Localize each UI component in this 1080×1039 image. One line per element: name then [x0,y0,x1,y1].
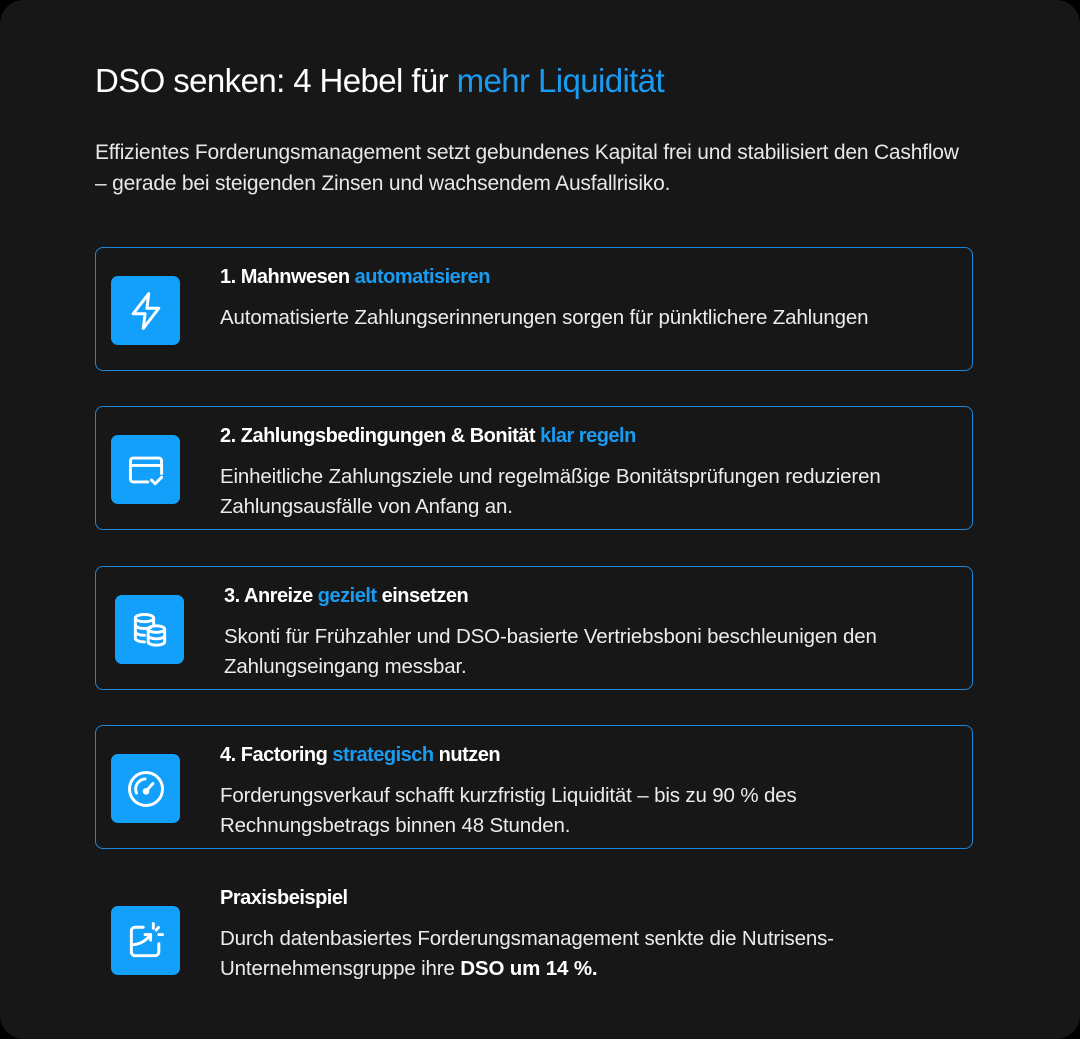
credit-card-check-icon [111,435,180,504]
lever-card-2-text [220,425,952,522]
lever-title [220,744,952,767]
lever-card-4-text [220,744,952,841]
example-text [220,887,952,984]
lever-title-accent: automatisieren [354,266,490,288]
page-title [95,62,664,100]
lever-description: Automatisierte Zahlungserinnerungen sorgen für pünktlichere Zahlungen [220,306,869,329]
lever-title-accent: gezielt [317,585,377,607]
lever-description: Forderungsverkauf schafft kurzfristig Liquidität – bis zu 90 % des Rechnungsbetrags binnen 48 Stunden. [220,784,797,837]
lever-title-accent: klar regeln [540,425,636,447]
lever-title-suffix: einsetzen [376,585,469,607]
lever-title-text: 4. Factoring [220,744,333,766]
example-description [220,924,952,984]
lever-title-text: 1. Mahnwesen [220,266,355,288]
lever-title-text: 3. Anreize [224,585,318,607]
lightning-bolt-icon [111,276,180,345]
lever-card-4 [95,725,973,849]
lever-card-3 [95,566,973,690]
lever-title-suffix: nutzen [433,744,501,766]
lever-description: Skonti für Frühzahler und DSO-basierte Vertriebsboni beschleunigen den Zahlungseingang messbar. [224,625,877,678]
example-title: Praxisbeispiel [220,887,348,909]
lever-description: Einheitliche Zahlungsziele und regelmäßige Bonitätsprüfungen reduzieren Zahlungsausfälle von Anfang an. [220,465,881,518]
lever-title-text: 2. Zahlungsbedingungen & Bonität [220,425,541,447]
lever-card-2 [95,406,973,530]
intro-text: Effizientes Forderungsmanagement setzt gebundenes Kapital frei und stabilisiert den Cashflow – gerade bei steigenden Zinsen und wachsendem Ausfallrisiko. [95,141,959,195]
example-description-text: Durch datenbasiertes Forderungsmanagement senkte die Nutrisens-Unternehmensgruppe ihre [220,927,834,980]
lever-card-1-text [220,266,952,333]
lever-card-1 [95,247,973,371]
example-card [95,876,973,1000]
lever-card-3-text [224,585,952,682]
growth-chart-icon [111,906,180,975]
lever-title [220,425,952,448]
title-accent: mehr Liquidität [456,62,665,99]
title-prefix: DSO senken: 4 Hebel für [95,62,457,99]
lever-title [224,585,952,608]
lever-title-accent: strategisch [332,744,434,766]
example-highlight: DSO um 14 %. [460,957,598,980]
lever-title [220,266,952,289]
gauge-icon [111,754,180,823]
coin-stacks-icon [115,595,184,664]
